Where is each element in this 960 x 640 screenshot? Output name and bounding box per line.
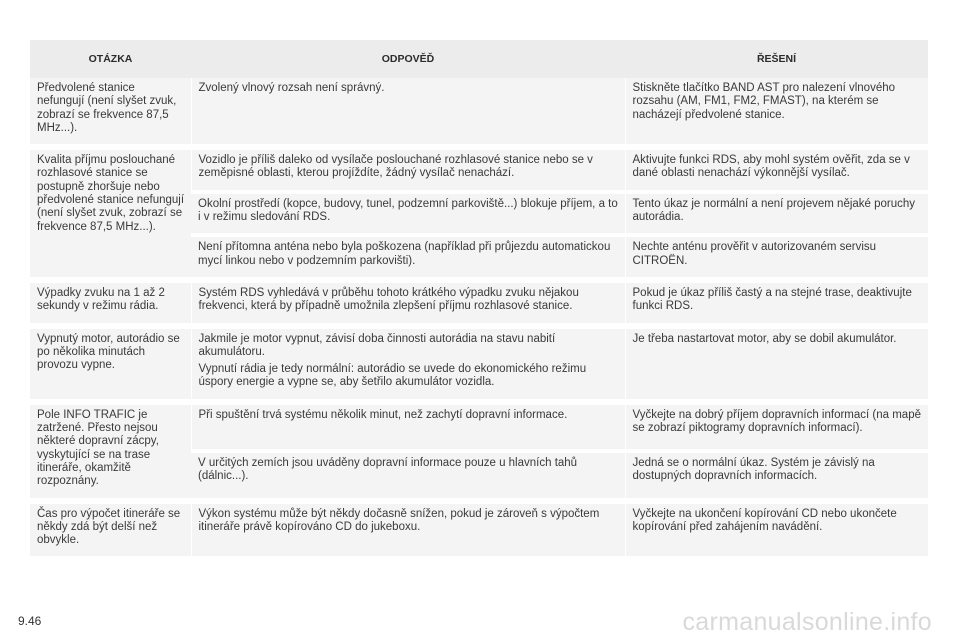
answer-paragraph: Jakmile je motor vypnut, závisí doba činnosti autorádia na stavu nabití akumulátoru. (198, 332, 556, 358)
table-row (30, 280, 928, 326)
question-cell: Předvolené stanice nefungují (není slyšet zvuk, zobrazí se frekvence 87,5 MHz...). (30, 78, 191, 147)
answer-cell (191, 78, 625, 147)
solution-cell: Pokud je úkaz příliš častý a na stejné trase, deaktivujte funkci RDS. (625, 280, 928, 326)
answer-paragraph: Výkon systému může být někdy dočasně snížen, pokud je zároveň s výpočtem itineráře právě kopírováno CD do jukeboxu. (198, 507, 600, 533)
answer-cell (191, 451, 625, 500)
solution-cell: Stiskněte tlačítko BAND AST pro nalezení vlnového rozsahu (AM, FM1, FM2, FMAST), na kterém se nacházejí předvolené stanice. (625, 78, 928, 147)
watermark: carmanualsonline.info (682, 608, 932, 636)
answer-cell (191, 280, 625, 326)
page-number: 9.46 (18, 614, 42, 628)
answer-paragraph: Není přítomna anténa nebo byla poškozena (například při průjezdu automatickou mycí linkou nebo v podzemním parkovišti). (198, 241, 611, 267)
answer-paragraph: Při spuštění trvá systému několik minut, než zachytí dopravní informace. (198, 408, 568, 421)
table-row (30, 326, 928, 402)
solution-cell: Jedná se o normální úkaz. Systém je závislý na dostupných dopravních informacích. (625, 451, 928, 500)
header-question: OTÁZKA (30, 40, 191, 78)
solution-cell: Vyčkejte na dobrý příjem dopravních informací (na mapě se zobrazí piktogramy dopravních informací). (625, 402, 928, 451)
table-body (30, 78, 928, 556)
solution-cell: Vyčkejte na ukončení kopírování CD nebo ukončete kopírování před zahájením navádění. (625, 501, 928, 557)
table-row (30, 402, 928, 451)
question-cell: Čas pro výpočet itineráře se někdy zdá být delší než obvykle. (30, 501, 191, 557)
answer-paragraph: Zvolený vlnový rozsah není správný. (198, 82, 385, 94)
header-answer: ODPOVĚĎ (191, 40, 625, 78)
answer-cell (191, 235, 625, 280)
question-cell: Výpadky zvuku na 1 až 2 sekundy v režimu rádia. (30, 280, 191, 326)
troubleshooting-table (30, 40, 928, 556)
answer-cell (191, 192, 625, 236)
table-row (30, 78, 928, 147)
question-cell: Pole INFO TRAFIC je zatržené. Přesto nejsou některé dopravní zácpy, vyskytující se na trase itineráře, okamžitě rozpoznány. (30, 402, 191, 501)
faq-table-container (30, 40, 928, 556)
question-cell: Kvalita příjmu poslouchané rozhlasové stanice se postupně zhoršuje nebo předvolené stanice nefungují (není slyšet zvuk, zobrazí se frekvence 87,5 MHz...). (30, 147, 191, 280)
question-cell: Vypnutý motor, autorádio se po několika minutách provozu vypne. (30, 326, 191, 402)
answer-cell (191, 326, 625, 402)
solution-cell: Je třeba nastartovat motor, aby se dobil akumulátor. (625, 326, 928, 402)
answer-cell (191, 402, 625, 451)
answer-paragraph: V určitých zemích jsou uváděny dopravní informace pouze u hlavních tahů (dálnic...). (198, 457, 578, 483)
answer-paragraph: Vozidlo je příliš daleko od vysílače poslouchané rozhlasové stanice nebo se v zeměpisné oblasti, kterou projíždíte, žádný vysílač nenachází. (198, 154, 593, 180)
solution-cell: Aktivujte funkci RDS, aby mohl systém ověřit, zda se v dané oblasti nenachází výkonnější vysílač. (625, 147, 928, 192)
answer-cell (191, 501, 625, 557)
solution-cell: Tento úkaz je normální a není projevem nějaké poruchy autorádia. (625, 192, 928, 236)
table-header-row (30, 40, 928, 78)
header-solution: ŘEŠENÍ (625, 40, 928, 78)
answer-paragraph: Vypnutí rádia je tedy normální: autorádio se uvede do ekonomického režimu úspory energie a vypne se, aby šetřilo akumulátor vozidla. (198, 363, 587, 389)
table-row (30, 501, 928, 557)
answer-paragraph: Okolní prostředí (kopce, budovy, tunel, podzemní parkoviště...) blokuje příjem, a to i v režimu sledování RDS. (198, 197, 618, 224)
solution-cell: Nechte anténu prověřit v autorizovaném servisu CITROËN. (625, 235, 928, 280)
table-row (30, 147, 928, 192)
answer-paragraph: Systém RDS vyhledává v průběhu tohoto krátkého výpadku zvuku nějakou frekvenci, která by případně umožnila zlepšení příjmu rozhlasové stanice. (198, 286, 579, 313)
answer-cell (191, 147, 625, 192)
